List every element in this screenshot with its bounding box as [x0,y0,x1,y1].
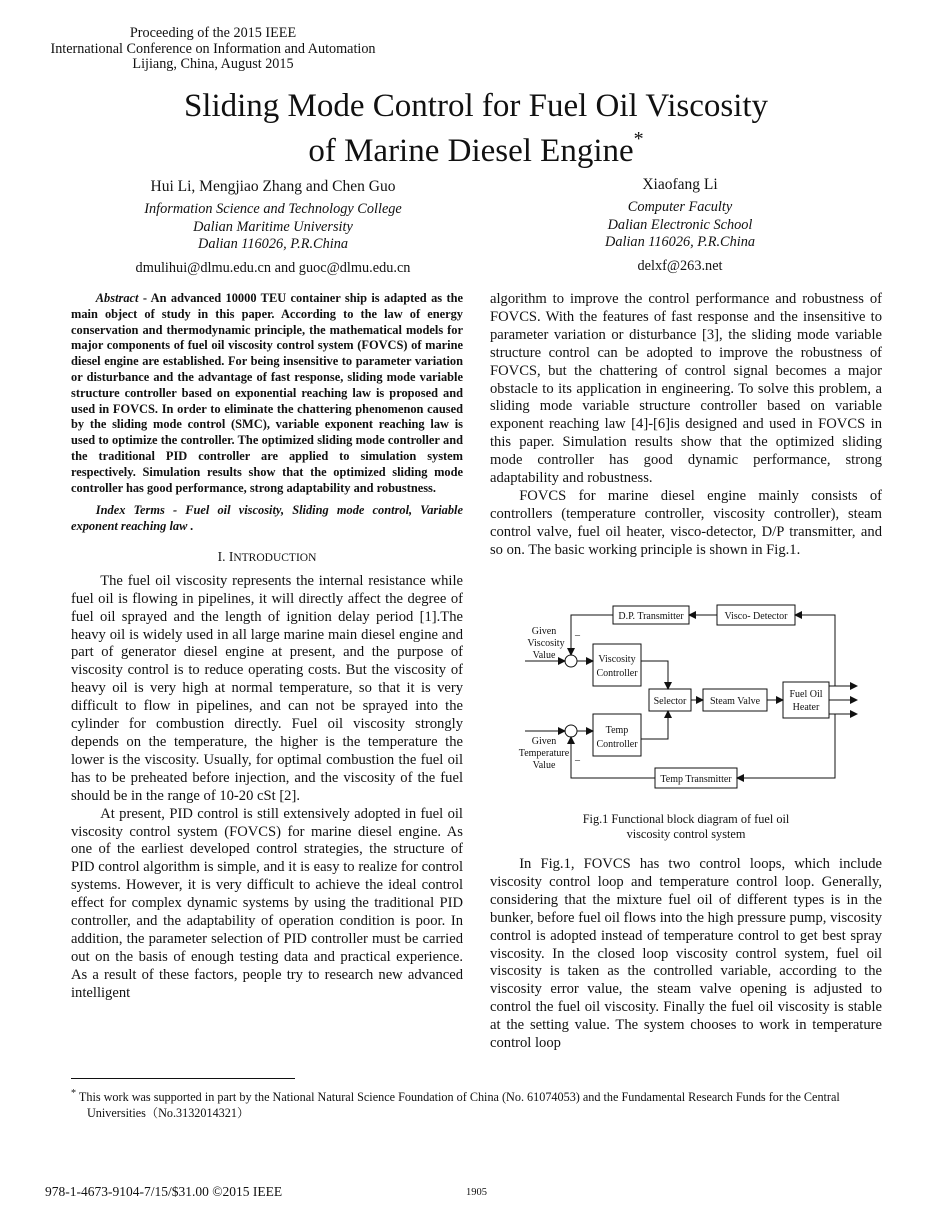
footnote-line: Universities（No.3132014321） [87,1105,250,1120]
affiliation-line: Information Science and Technology College [144,200,402,217]
paragraph: The fuel oil viscosity represents the internal resistance while fuel oil is flowing in pipelines, it will directly affect the degree of fuel oil sprayed and the length of ignition delay period [1].The heavy oil is widely used in all large marine main diesel engine and part of generator diesel engine at present, and the purpose of viscosity control is to reduce operating costs. But the viscosity of heavy oil is very high at normal temperature, so that it is very difficult to flow in pipelines, and can not be sprayed into the cylinder for combustion directly. Fuel oil viscosity strongly depends on the temperature, the higher is the temperature the lower is the viscosity. Usually, for optimal combustion the fuel oil has to be preheated before injection, and the viscosity of the fuel should be in the range of 10-20 cSt [2]. [71,572,463,804]
proceeding-line: Proceeding of the 2015 IEEE [129,25,297,41]
index-terms: Index Terms - Fuel oil viscosity, Sliding mode control, Variable exponent reaching law . [71,503,463,534]
abstract [71,291,463,496]
affiliation-line: Computer Faculty [627,198,733,215]
viscosity-controller-label: Viscosity [598,654,636,665]
given-viscosity-label: Viscosity [527,638,565,649]
proceeding-line: Lijiang, China, August 2015 [132,56,294,73]
footnote-line: This work was supported in part by the National Natural Science Foundation of China (No. 61074053) and the Fundamental Research Funds for the Central [78,1090,840,1105]
affiliation-line: Dalian 116026, P.R.China [198,236,348,253]
given-temperature-label: Given [531,736,557,747]
figure-caption [490,812,882,842]
affiliation-line: Dalian 116026, P.R.China [605,234,755,251]
title-line-1: Sliding Mode Control for Fuel Oil Viscosity [183,88,769,124]
right-column-bottom [490,856,882,1053]
section-title: NTRODUCTION [233,551,317,564]
left-column [71,291,463,1003]
caption-line: Fig.1 Functional block diagram of fuel oil [582,812,790,826]
section-heading [71,548,463,568]
given-temperature-label: Value [532,760,556,771]
given-viscosity-label: Value [532,650,556,661]
summing-junction [565,725,577,737]
affiliation-line: Dalian Maritime University [193,218,353,235]
author-block-2 [540,176,820,276]
dp-transmitter-label: D.P. Transmitter [618,611,684,622]
given-temperature-label: Temperature [518,748,570,759]
section-numeral: I. I [217,548,234,564]
author-email: dmulihui@dlmu.edu.cn and guoc@dlmu.edu.cn [135,260,411,277]
minus-sign: _ [575,751,580,762]
author-email: delxf@263.net [637,258,723,275]
author-names: Hui Li, Mengjiao Zhang and Chen Guo [150,178,396,195]
paragraph: At present, PID control is still extensively adopted in fuel oil viscosity control system (FOVCS) for marine diesel engine. As one of the earliest developed control strategies, the structure of PID control algorithm is simple, and it is easy to realize for control systems. However, it is very difficult to achieve the ideal control effect for complex dynamic systems by using the traditional PID controller, and the adaptability of operation condition is poor. In addition, the parameter selection of PID controller must be carried out on the basis of enough testing data and practical experience. As a result of these factors, people try to research new advanced intelligent [71,805,463,1001]
caption-line: viscosity control system [626,827,746,841]
paragraph: FOVCS for marine diesel engine mainly consists of controllers (temperature controller, viscosity controller), steam control valve, fuel oil heater, visco-detector, D/P transmitter, and so on. The basic working principle is shown in Fig.1. [490,487,882,558]
title-line-2 [0,125,952,170]
temp-controller-label: Temp [605,725,629,736]
selector-label: Selector [653,696,687,707]
fuel-oil-heater-label: Fuel Oil [789,689,823,700]
visco-detector-label: Visco- Detector [724,611,788,622]
paragraph: In Fig.1, FOVCS has two control loops, which include viscosity control loop and temperature control loop. Generally, considering that the mixture fuel oil of different types is in the bunker, before fuel oil flows into the high pressure pump, viscosity control is adopted instead of temperature control to get best spray viscosity. In the closed loop viscosity control system, fuel oil viscosity is taken as the controlled variable, according to the viscosity error value, the steam valve opening is adjusted to control the fuel oil viscosity. Finally the fuel oil viscosity is stable at the setting value. The system chooses to work in temperature control loop [490,856,882,1052]
minus-sign: _ [575,626,580,637]
title-line-2-text: of Marine Diesel Engine [308,133,634,169]
fuel-oil-heater-label: Heater [792,702,820,713]
author-block-1 [60,178,486,278]
proceeding-line: International Conference on Information and Automation [50,40,376,57]
summing-junction [565,655,577,667]
temp-transmitter-label: Temp Transmitter [660,774,732,785]
footnote [71,1086,871,1121]
paper-title [0,88,952,170]
paragraph: algorithm to improve the control performance and robustness of FOVCS. With the features of fast response and the insensitive to parameter variation or disturbance [3], the sliding mode variable structure control can be adopted to improve the robustness of FOVCS, but the chattering of control signal becomes a major obstacle to its application in engineering. To solve this problem, a sliding mode variable structure controller based on variable exponent reaching law [4]-[6]is designed and used in FOVCS in this paper. Simulation results show that the optimized sliding mode controller has good dynamic performance, strong adaptability and robustness. [490,291,882,487]
title-footnote-mark: * [633,128,644,150]
given-viscosity-label: Given [531,626,557,637]
abstract-label: Abstract [95,291,139,305]
abstract-text: - An advanced 10000 TEU container ship is adapted as the main object of study in this paper. According to the law of energy conservation and thermodynamic principle, the mathematical models for major components of fuel oil viscosity control system (FOVCS) of marine diesel engine are established. For being insensitive to parameter variation or disturbance and the advantage of fast response, sliding mode variable structure controller based on exponential reaching law is proposed and used in FOVCS. In order to eliminate the chattering phenomenon caused by the sliding mode control (SMC), variable exponent reaching law is used to optimize the controller. The optimized sliding mode controller and the traditional PID controller are applied to simulation system respectively. Simulation results show that the optimized sliding mode controller has good performance, strong adaptability and robustness. [71,291,463,495]
viscosity-controller-block [593,644,641,686]
isbn-line: 978-1-4673-9104-7/15/$31.00 ©2015 IEEE [45,1184,283,1199]
author-names: Xiaofang Li [642,176,718,193]
steam-valve-label: Steam Valve [709,696,761,707]
proceeding-header [0,26,426,73]
block-diagram [505,598,875,798]
footnote-mark: * [71,1088,77,1099]
affiliation-line: Dalian Electronic School [607,216,753,233]
page-number: 1905 [466,1187,487,1198]
temp-controller-label: Controller [596,739,638,750]
right-column-top [490,291,882,560]
viscosity-controller-label: Controller [596,668,638,679]
footnote-rule [71,1078,295,1079]
